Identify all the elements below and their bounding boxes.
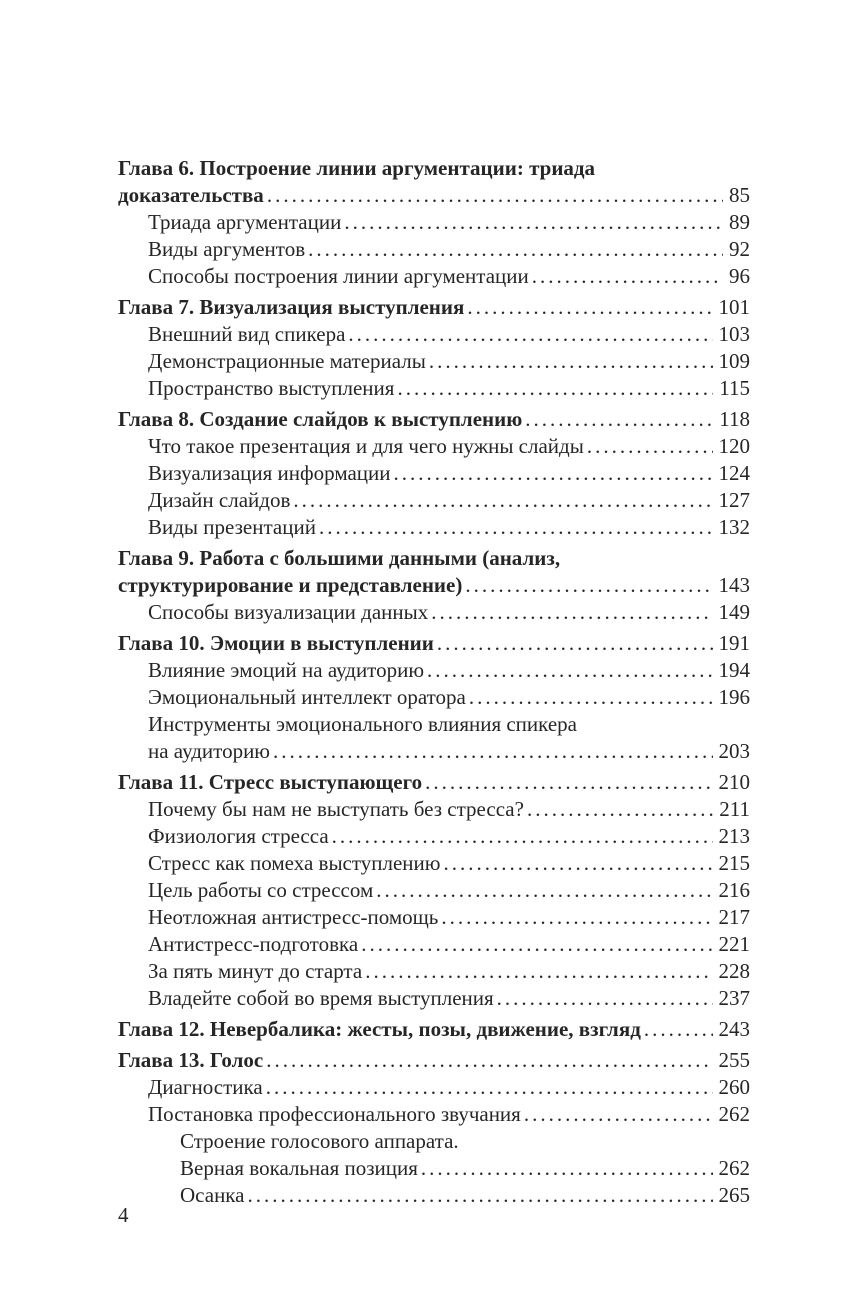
toc-page-ref: 216 [718,878,750,902]
toc-entry-text: Стресс как помеха выступлению [148,851,441,875]
toc-entry-text: Пространство выступления [148,376,395,400]
dot-leader [443,850,712,877]
toc-subitem-line [118,460,750,487]
toc-subitem-line [118,514,750,541]
toc-page-ref: 132 [718,515,750,539]
toc-entry-text: Дизайн слайдов [148,488,291,512]
toc-entry-text: Глава 12. Невербалика: жесты, позы, движение, взгляд [118,1017,641,1041]
toc-subitem-line [118,1182,750,1209]
toc-page-ref: 101 [718,295,750,319]
dot-leader [365,958,712,985]
toc-page-ref: 96 [729,264,750,288]
dot-leader [361,931,712,958]
toc-page-ref: 213 [718,824,750,848]
dot-leader [397,375,713,402]
toc-entry-text: Внешний вид спикера [148,322,346,346]
toc-entry-text: Инструменты эмоционального влияния спикера [148,712,577,736]
dot-leader [441,904,712,931]
toc-subitem-line [118,321,750,348]
toc-subitem-line [118,738,750,765]
toc-page-ref: 265 [718,1183,750,1207]
toc-page-ref: 255 [718,1048,750,1072]
dot-leader [319,514,713,541]
toc-page-ref: 109 [718,349,750,373]
toc-subitem-line [118,850,750,877]
toc-entry-text: Глава 9. Работа с большими данными (анализ, [118,546,561,570]
dot-leader [421,1155,713,1182]
toc-page-ref: 203 [718,739,750,763]
toc-page-ref: 118 [719,407,750,431]
toc-subitem-line [118,958,750,985]
dot-leader [469,684,713,711]
toc-page-ref: 215 [718,851,750,875]
toc-page-ref: 115 [719,376,750,400]
toc-page-ref: 260 [718,1075,750,1099]
toc-subitem-line [118,684,750,711]
toc-subitem-line [118,657,750,684]
toc-page-ref: 85 [729,183,750,207]
toc-entry-text: Физиология стресса [148,824,329,848]
dot-leader [344,209,723,236]
dot-leader [293,487,712,514]
toc-subitem-line [118,985,750,1012]
toc-page-ref: 228 [718,959,750,983]
toc-entry-text: Способы визуализации данных [148,600,429,624]
toc-entry-text: Почему бы нам не выступать без стресса? [148,797,524,821]
toc-page-ref: 243 [718,1017,750,1041]
dot-leader [266,1047,712,1074]
dot-leader [427,657,712,684]
toc-entry-text: Что такое презентация и для чего нужны слайды [148,434,584,458]
toc-entry-text: Осанка [180,1183,245,1207]
toc-subitem-line [118,487,750,514]
dot-leader [465,572,712,599]
toc-page-ref: 92 [729,237,750,261]
toc-subitem-line [118,877,750,904]
dot-leader [376,877,712,904]
toc-chapter-line [118,294,750,321]
dot-leader [527,796,713,823]
toc-entry-text: на аудиторию [148,739,270,763]
toc-entry-text: Неотложная антистресс-помощь [148,905,439,929]
table-of-contents [118,155,750,1209]
toc-chapter-line [118,182,750,209]
toc-entry-text: Виды аргументов [148,237,306,261]
toc-chapter-line [118,155,750,182]
toc-subitem-line [118,711,750,738]
toc-page-ref: 143 [718,573,750,597]
page-number: 4 [118,1203,129,1227]
toc-entry-text: Диагностика [148,1075,263,1099]
dot-leader [532,263,723,290]
toc-entry-text: Глава 13. Голос [118,1048,264,1072]
toc-entry-text: Эмоциональный интеллект оратора [148,685,466,709]
toc-page-ref: 221 [718,932,750,956]
dot-leader [394,460,713,487]
toc-subitem-line [118,209,750,236]
toc-entry-text: Способы построения линии аргументации [148,264,529,288]
toc-entry-text: Виды презентаций [148,515,316,539]
toc-page-ref: 210 [718,770,750,794]
dot-leader [525,406,713,433]
dot-leader [332,823,713,850]
dot-leader [587,433,713,460]
toc-page-ref: 262 [718,1102,750,1126]
dot-leader [425,769,712,796]
toc-entry-text: Глава 11. Стресс выступающего [118,770,423,794]
toc-chapter-line [118,545,750,572]
toc-subitem-line [118,348,750,375]
toc-chapter-line [118,630,750,657]
toc-page-ref: 103 [718,322,750,346]
dot-leader [497,985,713,1012]
toc-subitem-line [118,375,750,402]
toc-subitem-line [118,236,750,263]
toc-entry-text: Визуализация информации [148,461,391,485]
toc-entry-text: Антистресс-подготовка [148,932,359,956]
toc-subitem-line [118,263,750,290]
toc-page-ref: 237 [718,986,750,1010]
toc-entry-text: Цель работы со стрессом [148,878,374,902]
toc-chapter-line [118,1016,750,1043]
toc-chapter-line [118,406,750,433]
dot-leader [429,348,713,375]
toc-page-ref: 127 [718,488,750,512]
dot-leader [644,1016,713,1043]
toc-page-ref: 89 [729,210,750,234]
toc-entry-text: доказательства [118,183,264,207]
toc-page-ref: 149 [718,600,750,624]
toc-page-ref: 120 [718,434,750,458]
toc-page-ref: 262 [718,1156,750,1180]
dot-leader [273,738,713,765]
toc-entry-text: Влияние эмоций на аудиторию [148,658,425,682]
toc-page-ref: 217 [718,905,750,929]
dot-leader [348,321,712,348]
toc-page-ref: 211 [719,797,750,821]
dot-leader [437,630,713,657]
dot-leader [248,1182,713,1209]
toc-subitem-line [118,1128,750,1155]
toc-page-ref: 196 [718,685,750,709]
toc-subitem-line [118,433,750,460]
dot-leader [431,599,712,626]
toc-subitem-line [118,1101,750,1128]
toc-subitem-line [118,823,750,850]
toc-entry-text: Строение голосового аппарата. [180,1129,459,1153]
toc-chapter-line [118,1047,750,1074]
toc-chapter-line [118,769,750,796]
toc-subitem-line [118,931,750,958]
toc-entry-text: структурирование и представление) [118,573,463,597]
toc-page-ref: 194 [718,658,750,682]
toc-entry-text: Глава 10. Эмоции в выступлении [118,631,434,655]
toc-entry-text: Глава 8. Создание слайдов к выступлению [118,407,523,431]
dot-leader [524,1101,713,1128]
toc-subitem-line [118,904,750,931]
toc-entry-text: Глава 6. Построение линии аргументации: триада [118,156,596,180]
toc-entry-text: За пять минут до старта [148,959,363,983]
dot-leader [467,294,712,321]
dot-leader [308,236,723,263]
toc-subitem-line [118,1155,750,1182]
toc-chapter-line [118,572,750,599]
toc-entry-text: Верная вокальная позиция [180,1156,418,1180]
toc-page-ref: 191 [718,631,750,655]
toc-entry-text: Владейте собой во время выступления [148,986,494,1010]
dot-leader [267,182,723,209]
toc-subitem-line [118,599,750,626]
toc-subitem-line [118,1074,750,1101]
toc-page-ref: 124 [718,461,750,485]
page-footer [118,1202,129,1229]
toc-entry-text: Триада аргументации [148,210,342,234]
toc-subitem-line [118,796,750,823]
dot-leader [266,1074,713,1101]
toc-entry-text: Постановка профессионального звучания [148,1102,521,1126]
toc-entry-text: Глава 7. Визуализация выступления [118,295,465,319]
toc-entry-text: Демонстрационные материалы [148,349,426,373]
